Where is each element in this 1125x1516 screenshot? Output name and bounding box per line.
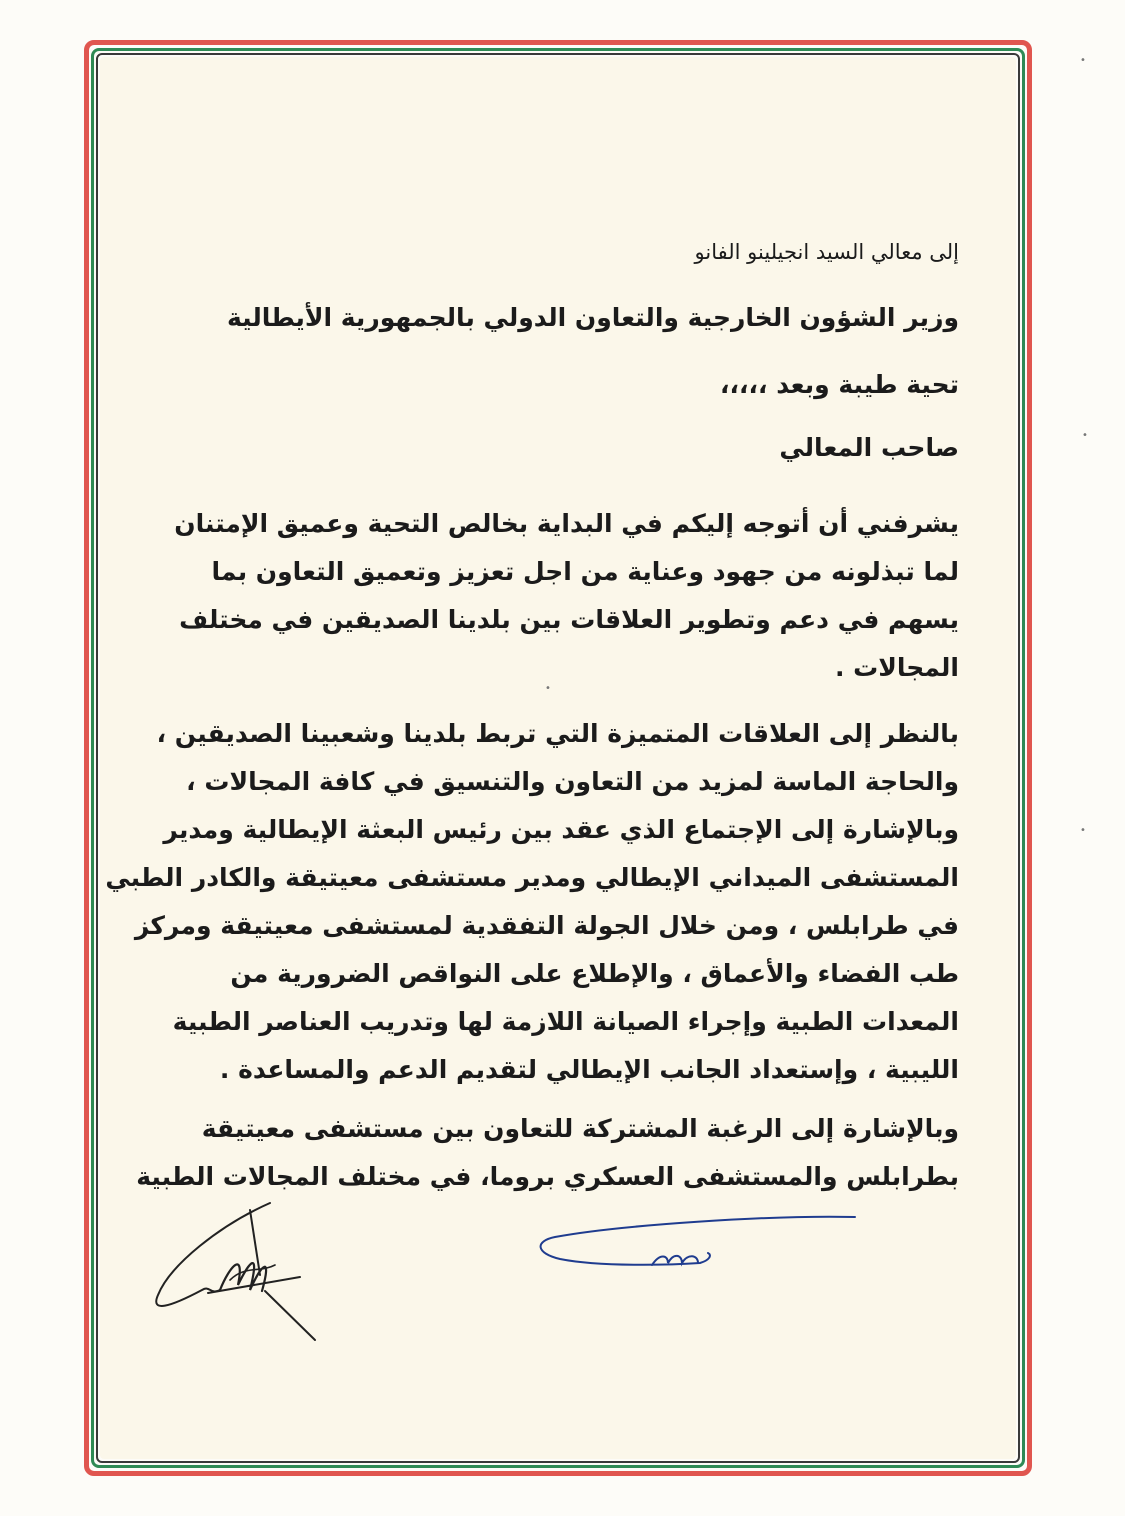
paragraph-intro [174,500,959,692]
paragraph-line: وبالإشارة إلى الرغبة المشتركة للتعاون بين مستشفى معيتيقة [201,1114,959,1143]
paragraph-line: لما تبذلونه من جهود وعناية من اجل تعزيز وتعميق التعاون بما [211,557,959,586]
paragraph-line: والحاجة الماسة لمزيد من التعاون والتنسيق في كافة المجالات ، [186,767,959,796]
paragraph-line: المعدات الطبية وإجراء الصيانة اللازمة لها وتدريب العناصر الطبية [172,1007,959,1036]
paragraph-cooperation [136,1105,959,1201]
scan-dot-mark: • [1082,430,1088,441]
salutation-line: صاحب المعالي [779,433,959,462]
paragraph-line: طب الفضاء والأعماق ، والإطلاع على النواقص الضرورية من [230,959,959,988]
paragraph-line: يشرفني أن أتوجه إليكم في البداية بخالص التحية وعميق الإمتنان [174,509,959,538]
minister-title: وزير الشؤون الخارجية والتعاون الدولي بالجمهورية الأيطالية [227,303,959,332]
paragraph-relations [105,710,959,1094]
paragraph-line: بالنظر إلى العلاقات المتميزة التي تربط بلدينا وشعبينا الصديقين ، [156,719,959,748]
signature-right [530,1205,870,1275]
scan-dot-mark: • [545,683,551,694]
paragraph-line: في طرابلس ، ومن خلال الجولة التفقدية لمستشفى معيتيقة ومركز [134,911,959,940]
signature-left [150,1195,340,1345]
scan-dot-mark: • [1080,825,1086,836]
paragraph-line: الليبية ، وإستعداد الجانب الإيطالي لتقديم الدعم والمساعدة . [219,1055,959,1084]
scan-dot-mark: • [1080,55,1086,66]
paragraph-line: وبالإشارة إلى الإجتماع الذي عقد بين رئيس البعثة الإيطالية ومدير [163,815,959,844]
addressee-line: إلى معالي السيد انجيلينو الفانو [694,240,959,264]
paragraph-line: المستشفى الميداني الإيطالي ومدير مستشفى معيتيقة والكادر الطبي [105,863,959,892]
greeting-line: تحية طيبة وبعد ،،،،، [720,370,959,399]
paragraph-line: بطرابلس والمستشفى العسكري بروما، في مختلف المجالات الطبية [136,1162,959,1191]
paragraph-line: المجالات . [834,653,959,682]
paragraph-line: يسهم في دعم وتطوير العلاقات بين بلدينا الصديقين في مختلف [179,605,959,634]
